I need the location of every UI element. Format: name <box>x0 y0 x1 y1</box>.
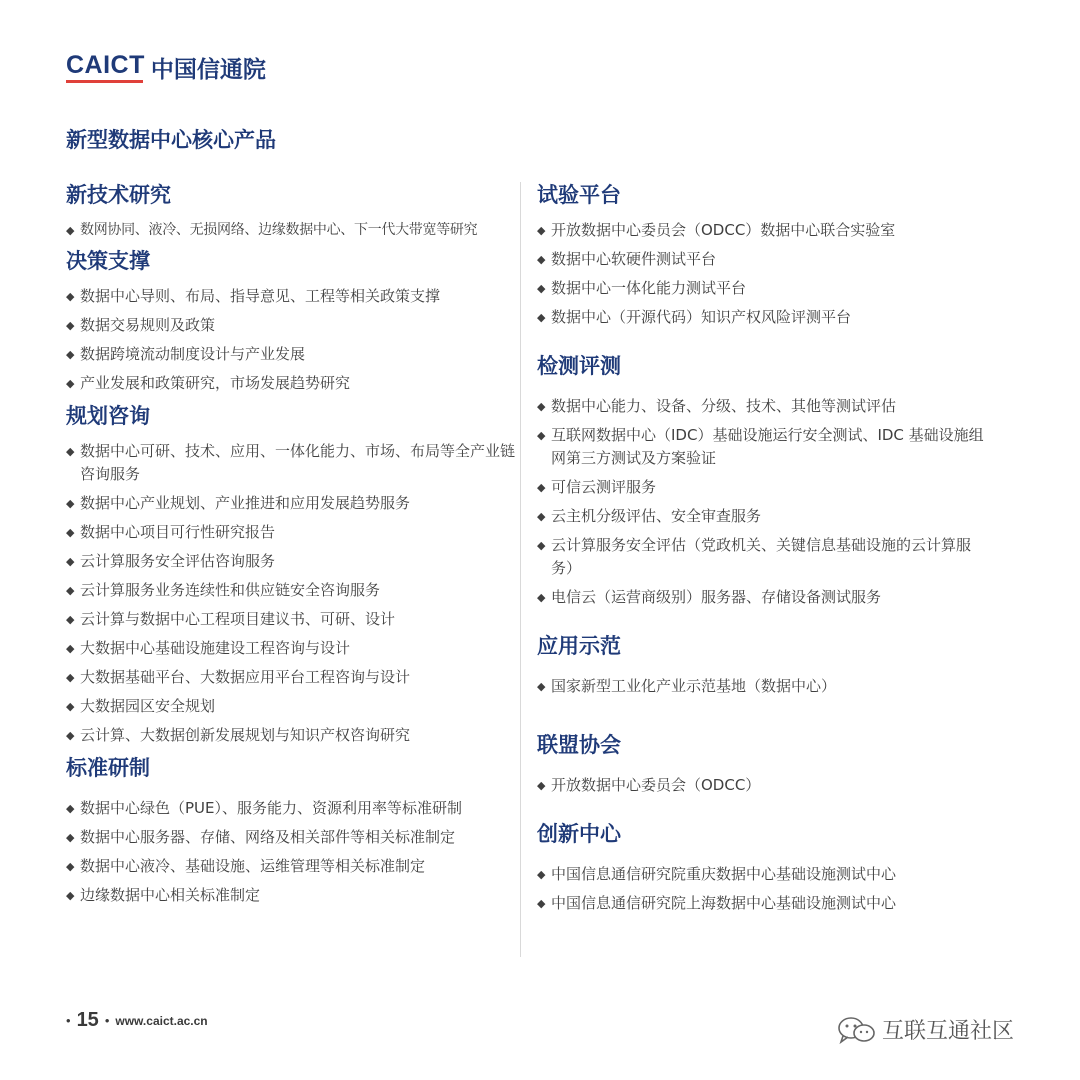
list-item: ◆ 数据中心导则、布局、指导意见、工程等相关政策支撑 <box>66 285 516 308</box>
section-planning-consulting <box>66 401 516 747</box>
list-item: ◆ 数据交易规则及政策 <box>66 314 516 337</box>
list-item: ◆ 开放数据中心委员会（ODCC）数据中心联合实验室 <box>537 219 992 242</box>
list-item: ◆ 云计算服务安全评估咨询服务 <box>66 550 516 573</box>
logo-mark: CAICT <box>66 51 145 83</box>
list-item: ◆ 可信云测评服务 <box>537 476 992 499</box>
list-item: ◆ 开放数据中心委员会（ODCC） <box>537 774 992 797</box>
section-title: 规划咨询 <box>66 404 150 428</box>
list-item: ◆ 数据中心能力、设备、分级、技术、其他等测试评估 <box>537 395 992 418</box>
section-innovation-center <box>537 819 992 915</box>
section-new-tech-research <box>66 180 516 242</box>
item-list <box>66 797 516 907</box>
section-application-demo <box>537 631 992 698</box>
list-item: ◆ 数据中心项目可行性研究报告 <box>66 521 516 544</box>
item-list <box>537 395 992 609</box>
list-item: ◆ 大数据中心基础设施建设工程咨询与设计 <box>66 637 516 660</box>
watermark-text: 互联互通社区 <box>882 1019 1015 1044</box>
item-list <box>537 863 992 915</box>
watermark <box>836 1014 1014 1045</box>
section-title: 联盟协会 <box>537 733 621 757</box>
wechat-icon <box>836 1015 876 1045</box>
column-divider <box>520 182 521 957</box>
section-title: 创新中心 <box>537 822 621 846</box>
left-column <box>66 180 516 913</box>
item-list <box>66 285 516 395</box>
list-item: ◆ 数据中心（开源代码）知识产权风险评测平台 <box>537 306 992 329</box>
section-title: 应用示范 <box>537 634 621 658</box>
list-item: ◆ 产业发展和政策研究，市场发展趋势研究 <box>66 372 516 395</box>
list-item: ◆ 云计算、大数据创新发展规划与知识产权咨询研究 <box>66 724 516 747</box>
item-list <box>537 675 992 698</box>
bullet-dot: • <box>66 1013 71 1028</box>
list-item: ◆ 数据中心绿色（PUE）、服务能力、资源利用率等标准研制 <box>66 797 516 820</box>
logo-chinese-name: 中国信通院 <box>150 56 266 83</box>
list-item: ◆ 电信云（运营商级别）服务器、存储设备测试服务 <box>537 586 992 609</box>
list-item: ◆ 大数据基础平台、大数据应用平台工程咨询与设计 <box>66 666 516 689</box>
list-item: ◆ 中国信息通信研究院上海数据中心基础设施测试中心 <box>537 892 992 915</box>
list-item: ◆ 大数据园区安全规划 <box>66 695 516 718</box>
item-list <box>66 440 516 747</box>
section-title: 试验平台 <box>537 183 621 207</box>
footer-url: www.caict.ac.cn <box>115 1013 208 1028</box>
list-item: ◆ 数据中心液冷、基础设施、运维管理等相关标准制定 <box>66 855 516 878</box>
section-decision-support <box>66 246 516 395</box>
page-footer <box>66 1009 208 1032</box>
section-title: 标准研制 <box>66 756 150 780</box>
section-alliance <box>537 730 992 797</box>
list-item: ◆ 云计算服务安全评估（党政机关、关键信息基础设施的云计算服务） <box>537 534 992 580</box>
bullet-dot: • <box>104 1013 110 1028</box>
item-list <box>537 219 992 329</box>
list-item: ◆ 云主机分级评估、安全审查服务 <box>537 505 992 528</box>
list-item: ◆ 数网协同、液冷、无损网络、边缘数据中心、下一代大带宽等研究 <box>66 219 516 242</box>
section-standards <box>66 753 516 907</box>
item-list <box>66 219 516 242</box>
page-number: 15 <box>76 1009 99 1031</box>
list-item: ◆ 国家新型工业化产业示范基地（数据中心） <box>537 675 992 698</box>
list-item: ◆ 数据中心软硬件测试平台 <box>537 248 992 271</box>
list-item: ◆ 互联网数据中心（IDC）基础设施运行安全测试、IDC 基础设施组网第三方测试及方案验证 <box>537 424 992 470</box>
right-column <box>537 180 992 921</box>
list-item: ◆ 中国信息通信研究院重庆数据中心基础设施测试中心 <box>537 863 992 886</box>
list-item: ◆ 数据中心服务器、存储、网络及相关部件等相关标准制定 <box>66 826 516 849</box>
section-test-platform <box>537 180 992 329</box>
page-title: 新型数据中心核心产品 <box>66 128 276 152</box>
list-item: ◆ 云计算与数据中心工程项目建议书、可研、设计 <box>66 608 516 631</box>
list-item: ◆ 云计算服务业务连续性和供应链安全咨询服务 <box>66 579 516 602</box>
section-title: 检测评测 <box>537 354 621 378</box>
section-testing-evaluation <box>537 351 992 609</box>
list-item: ◆ 数据中心产业规划、产业推进和应用发展趋势服务 <box>66 492 516 515</box>
list-item: ◆ 数据中心一体化能力测试平台 <box>537 277 992 300</box>
list-item: ◆ 数据中心可研、技术、应用、一体化能力、市场、布局等全产业链咨询服务 <box>66 440 516 486</box>
list-item: ◆ 边缘数据中心相关标准制定 <box>66 884 516 907</box>
list-item: ◆ 数据跨境流动制度设计与产业发展 <box>66 343 516 366</box>
section-title: 新技术研究 <box>66 183 171 207</box>
caict-logo <box>66 50 266 84</box>
section-title: 决策支撑 <box>66 249 150 273</box>
item-list <box>537 774 992 797</box>
